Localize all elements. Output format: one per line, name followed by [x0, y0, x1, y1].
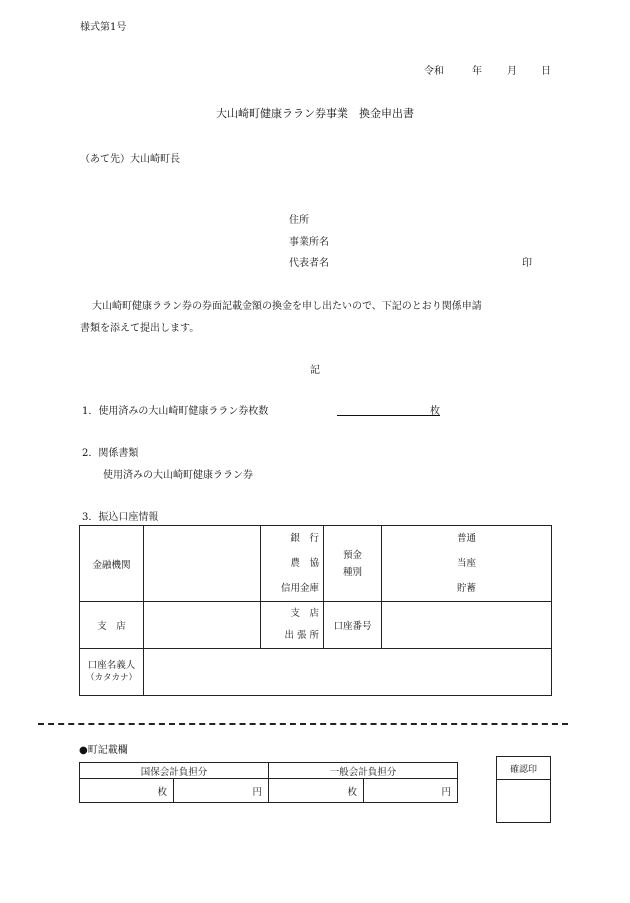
account-number-label: 口座番号	[324, 602, 382, 649]
body-text-line2: 書類を添えて提出します。	[80, 323, 200, 334]
account-holder-label	[80, 649, 144, 696]
ki-heading: 記	[310, 365, 320, 376]
document-title: 大山崎町健康ララン券事業 換金申出書	[216, 107, 414, 120]
account-holder-cell[interactable]	[144, 649, 552, 696]
inst-type-bank: 銀 行	[290, 533, 319, 544]
institution-label: 金融機関	[80, 526, 144, 602]
kokuho-sheets-cell[interactable]: 枚	[80, 779, 174, 803]
date-era: 令和	[424, 66, 444, 77]
ticket-count-line	[337, 415, 440, 416]
ippan-header: 一般会計負担分	[269, 763, 458, 779]
date-year: 年	[472, 66, 482, 77]
branch-type-office: 出 張 所	[284, 630, 319, 641]
item2-label: 2．関係書類	[82, 448, 139, 459]
form-number: 様式第1号	[80, 22, 127, 33]
bank-account-table	[79, 525, 552, 696]
kokuho-yen-cell[interactable]: 円	[174, 779, 269, 803]
institution-name-cell[interactable]	[144, 526, 261, 602]
town-record-table	[79, 762, 458, 803]
institution-type-cell	[261, 526, 324, 602]
holder-label-2: （カタカナ）	[85, 673, 137, 683]
item1-unit: 枚	[430, 406, 440, 417]
branch-row	[80, 602, 552, 649]
deposit-savings: 貯蓄	[456, 583, 476, 594]
branch-name-cell[interactable]	[144, 602, 261, 649]
confirm-seal-box	[496, 756, 551, 823]
branch-label: 支 店	[80, 602, 144, 649]
date-day: 日	[541, 66, 551, 77]
office-name-label: 事業所名	[289, 237, 329, 248]
deposit-current: 当座	[456, 558, 476, 569]
address-label: 住所	[289, 215, 309, 226]
ippan-sheets-cell[interactable]: 枚	[269, 779, 364, 803]
item2-sub: 使用済みの大山崎町健康ララン券	[103, 470, 253, 481]
deposit-label-1: 預金	[342, 549, 362, 561]
confirm-seal-area[interactable]	[497, 780, 551, 823]
town-section-title: ●町記載欄	[79, 745, 128, 756]
institution-row	[80, 526, 552, 602]
holder-label-1: 口座名義人	[87, 660, 136, 671]
confirm-seal-label: 確認印	[497, 757, 551, 780]
item1-label: 1．使用済みの大山崎町健康ララン券枚数	[82, 406, 269, 417]
ippan-yen-cell[interactable]: 円	[364, 779, 458, 803]
representative-label: 代表者名	[289, 258, 329, 269]
inst-type-shinkin: 信用金庫	[280, 583, 319, 594]
date-month: 月	[507, 66, 517, 77]
addressee: （あて先）大山崎町長	[80, 154, 180, 165]
holder-row	[80, 649, 552, 696]
cut-line	[38, 723, 568, 725]
deposit-label-2: 種別	[342, 566, 362, 578]
branch-type-cell	[261, 602, 324, 649]
deposit-type-label	[324, 526, 382, 602]
deposit-type-options[interactable]	[382, 526, 552, 602]
seal-mark: 印	[522, 258, 532, 269]
item3-label: 3．振込口座情報	[82, 512, 159, 523]
branch-type-branch: 支 店	[290, 608, 319, 619]
account-number-cell[interactable]	[382, 602, 552, 649]
inst-type-ja: 農 協	[290, 558, 319, 569]
deposit-ordinary: 普通	[456, 533, 476, 544]
kokuho-header: 国保会計負担分	[80, 763, 269, 779]
body-text-line1: 大山崎町健康ララン券の券面記載金額の換金を申し出たいので、下記のとおり関係申請	[92, 301, 482, 312]
